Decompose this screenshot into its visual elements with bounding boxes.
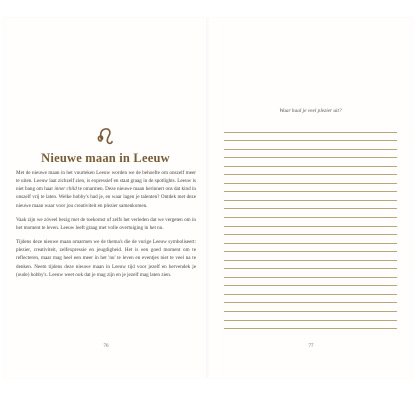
journal-prompt: Waar haal je veel plezier uit?	[279, 108, 342, 114]
paragraph: Vaak zijn we zóveel bezig met de toekomst of zelfs het verleden dat we vergeten om in het moment te leven. Leeuw leeft graag met volle overtuiging in het nu.	[16, 216, 196, 231]
writing-line	[224, 244, 397, 253]
writing-line	[224, 201, 397, 210]
writing-line	[224, 141, 397, 150]
writing-line	[224, 167, 397, 176]
writing-line	[224, 235, 397, 244]
writing-line	[224, 192, 397, 201]
writing-line	[224, 158, 397, 167]
writing-line	[224, 269, 397, 278]
page-number: 77	[308, 344, 314, 349]
writing-lines	[224, 124, 397, 329]
paragraph: Met de nieuwe maan in het vuurteken Leeuw worden we de behoefte om onszelf meer te uiten. Leeuw laat zichzelf zien, is expressief en staat graag in de spotlights. Leeuw is niet bang om haar inner child te omarmen. Deze nieuwe maan herinnert ons dat kind in onszelf vrij te laten. Welke hobby's had je, en waar lagen je talenten? Ontdek met deze nieuwe maan waar voor jou creativiteit en plezier samenkomen.	[16, 170, 196, 209]
leo-zodiac-icon	[96, 126, 114, 146]
writing-line	[224, 278, 397, 287]
writing-line	[224, 321, 397, 330]
writing-line	[224, 209, 397, 218]
writing-line	[224, 227, 397, 236]
writing-line	[224, 295, 397, 304]
writing-line	[224, 218, 397, 227]
writing-line	[224, 150, 397, 159]
writing-line	[224, 124, 397, 133]
writing-line	[224, 303, 397, 312]
left-page	[4, 18, 207, 378]
right-page	[209, 18, 412, 378]
writing-line	[224, 286, 397, 295]
section-heading: Nieuwe maan in Leeuw	[41, 151, 170, 165]
writing-line	[224, 184, 397, 193]
writing-line	[224, 312, 397, 321]
page-number: 76	[103, 344, 109, 349]
paragraph: Tijdens deze nieuwe maan omarmen we de thema's die de vurige Leeuw symboliseert: plezier, creativiteit, zelfexpressie en jeugdigheid. Het is een goed moment om te reflecteren, maar mag heel een meer in het 'nu' te leven en eventjes niet te veel na te denken. Neem tijdens deze nieuwe maan in Leeuw tijd voor jezelf en hervendek je (oude) hobby's. Leeuw weet ook dat je mag zijn en je jezelf mag laten zien.	[16, 239, 196, 278]
writing-line	[224, 261, 397, 270]
writing-line	[224, 175, 397, 184]
writing-line	[224, 133, 397, 142]
writing-line	[224, 252, 397, 261]
body-text	[16, 169, 196, 285]
